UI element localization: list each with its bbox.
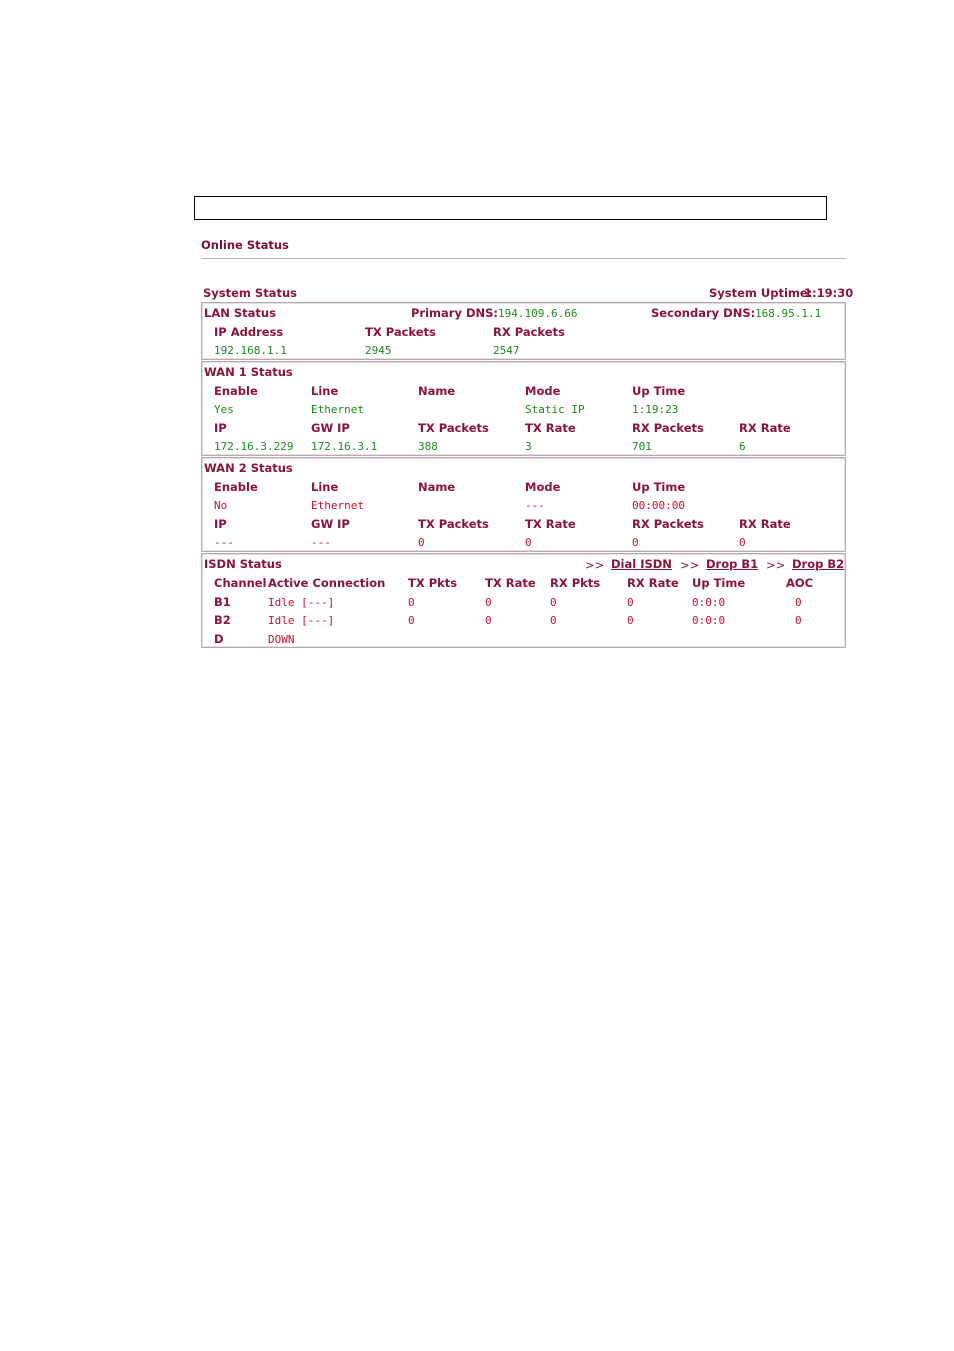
wan1-gwip-value: 172.16.3.1 — [311, 440, 378, 453]
isdn-status-title: ISDN Status — [204, 557, 282, 571]
isdn-uptime-header: Up Time — [692, 576, 746, 590]
wan1-line-header: Line — [311, 384, 339, 398]
wan2-uptime-header: Up Time — [632, 480, 686, 494]
wan2-txpackets-header: TX Packets — [418, 517, 489, 531]
isdn-b1-connection: Idle [---] — [268, 596, 335, 609]
wan2-status-title: WAN 2 Status — [204, 461, 293, 475]
wan2-ip-value: --- — [214, 536, 234, 549]
secondary-dns-value: 168.95.1.1 — [755, 307, 822, 320]
system-uptime-value: 1:19:30 — [804, 286, 854, 300]
wan1-uptime-header: Up Time — [632, 384, 686, 398]
isdn-b2-rx-rate: 0 — [627, 614, 634, 627]
isdn-b2-connection: Idle [---] — [268, 614, 335, 627]
wan2-txrate-header: TX Rate — [525, 517, 576, 531]
wan1-ip-value: 172.16.3.229 — [214, 440, 294, 453]
lan-status-title: LAN Status — [204, 306, 276, 320]
isdn-b1-tx-pkts: 0 — [408, 596, 415, 609]
drop-b1-link[interactable]: Drop B1 — [706, 557, 759, 571]
wan1-mode-header: Mode — [525, 384, 561, 398]
isdn-status-section — [201, 553, 846, 648]
system-status-label: System Status — [203, 286, 297, 300]
lan-rx-value: 2547 — [493, 344, 520, 357]
wan1-status-title: WAN 1 Status — [204, 365, 293, 379]
wan1-rxpackets-header: RX Packets — [632, 421, 704, 435]
wan2-mode-header: Mode — [525, 480, 561, 494]
wan1-gwip-header: GW IP — [311, 421, 350, 435]
isdn-b1-rx-pkts: 0 — [550, 596, 557, 609]
isdn-b2-aoc: 0 — [795, 614, 802, 627]
lan-tx-header: TX Packets — [365, 325, 436, 339]
isdn-tx-rate-header: TX Rate — [485, 576, 536, 590]
wan2-rxrate-value: 0 — [739, 536, 746, 549]
lan-ip-value: 192.168.1.1 — [214, 344, 287, 357]
wan1-txpackets-header: TX Packets — [418, 421, 489, 435]
isdn-b2-tx-rate: 0 — [485, 614, 492, 627]
primary-dns-value: 194.109.6.66 — [498, 307, 578, 320]
primary-dns-label: Primary DNS: — [411, 306, 499, 320]
isdn-rx-pkts-header: RX Pkts — [550, 576, 601, 590]
isdn-aoc-header: AOC — [786, 576, 814, 590]
wan1-txpackets-value: 388 — [418, 440, 438, 453]
isdn-b1-rx-rate: 0 — [627, 596, 634, 609]
isdn-b1-channel: B1 — [214, 595, 231, 609]
wan2-name-header: Name — [418, 480, 456, 494]
isdn-tx-pkts-header: TX Pkts — [408, 576, 458, 590]
drop-b1-arrow: >> — [680, 558, 700, 572]
wan1-rxpackets-value: 701 — [632, 440, 652, 453]
isdn-b1-uptime: 0:0:0 — [692, 596, 726, 609]
wan1-enable-value: Yes — [214, 403, 234, 416]
wan1-rxrate-header: RX Rate — [739, 421, 791, 435]
wan2-rxrate-header: RX Rate — [739, 517, 791, 531]
drop-b2-arrow: >> — [766, 558, 786, 572]
wan2-status-section — [201, 457, 846, 552]
lan-tx-value: 2945 — [365, 344, 392, 357]
drop-b2-link[interactable]: Drop B2 — [792, 557, 845, 571]
isdn-rx-rate-header: RX Rate — [627, 576, 679, 590]
isdn-b2-channel: B2 — [214, 613, 231, 627]
lan-rx-header: RX Packets — [493, 325, 565, 339]
wan2-mode-value: --- — [525, 499, 545, 512]
lan-status-section — [201, 302, 846, 360]
wan2-rxpackets-header: RX Packets — [632, 517, 704, 531]
isdn-active-connection-header: Active Connection — [268, 576, 386, 590]
wan2-txrate-value: 0 — [525, 536, 532, 549]
wan1-mode-value: Static IP — [525, 403, 585, 416]
dial-isdn-arrow: >> — [585, 558, 605, 572]
isdn-b1-aoc: 0 — [795, 596, 802, 609]
isdn-b2-tx-pkts: 0 — [408, 614, 415, 627]
isdn-b1-tx-rate: 0 — [485, 596, 492, 609]
wan1-enable-header: Enable — [214, 384, 258, 398]
wan1-line-value: Ethernet — [311, 403, 364, 416]
lan-ip-header: IP Address — [214, 325, 284, 339]
wan1-name-header: Name — [418, 384, 456, 398]
isdn-d-channel: D — [214, 632, 224, 646]
wan2-enable-header: Enable — [214, 480, 258, 494]
wan2-line-value: Ethernet — [311, 499, 364, 512]
wan1-uptime-value: 1:19:23 — [632, 403, 679, 416]
isdn-b2-rx-pkts: 0 — [550, 614, 557, 627]
wan1-status-section — [201, 361, 846, 456]
wan2-line-header: Line — [311, 480, 339, 494]
wan2-gwip-header: GW IP — [311, 517, 350, 531]
isdn-channel-header: Channel — [214, 576, 267, 590]
top-frame-box — [194, 196, 827, 220]
wan1-txrate-value: 3 — [525, 440, 532, 453]
secondary-dns-label: Secondary DNS: — [651, 306, 756, 320]
wan1-txrate-header: TX Rate — [525, 421, 576, 435]
page-title: Online Status — [201, 238, 289, 252]
wan2-enable-value: No — [214, 499, 228, 512]
isdn-d-connection: DOWN — [268, 633, 295, 646]
wan1-rxrate-value: 6 — [739, 440, 746, 453]
system-uptime-label: System Uptime: — [709, 286, 813, 300]
wan2-txpackets-value: 0 — [418, 536, 425, 549]
wan2-gwip-value: --- — [311, 536, 331, 549]
wan1-ip-header: IP — [214, 421, 227, 435]
wan2-uptime-value: 00:00:00 — [632, 499, 685, 512]
dial-isdn-link[interactable]: Dial ISDN — [611, 557, 672, 571]
wan2-ip-header: IP — [214, 517, 227, 531]
wan2-rxpackets-value: 0 — [632, 536, 639, 549]
title-divider — [201, 258, 846, 259]
isdn-b2-uptime: 0:0:0 — [692, 614, 726, 627]
